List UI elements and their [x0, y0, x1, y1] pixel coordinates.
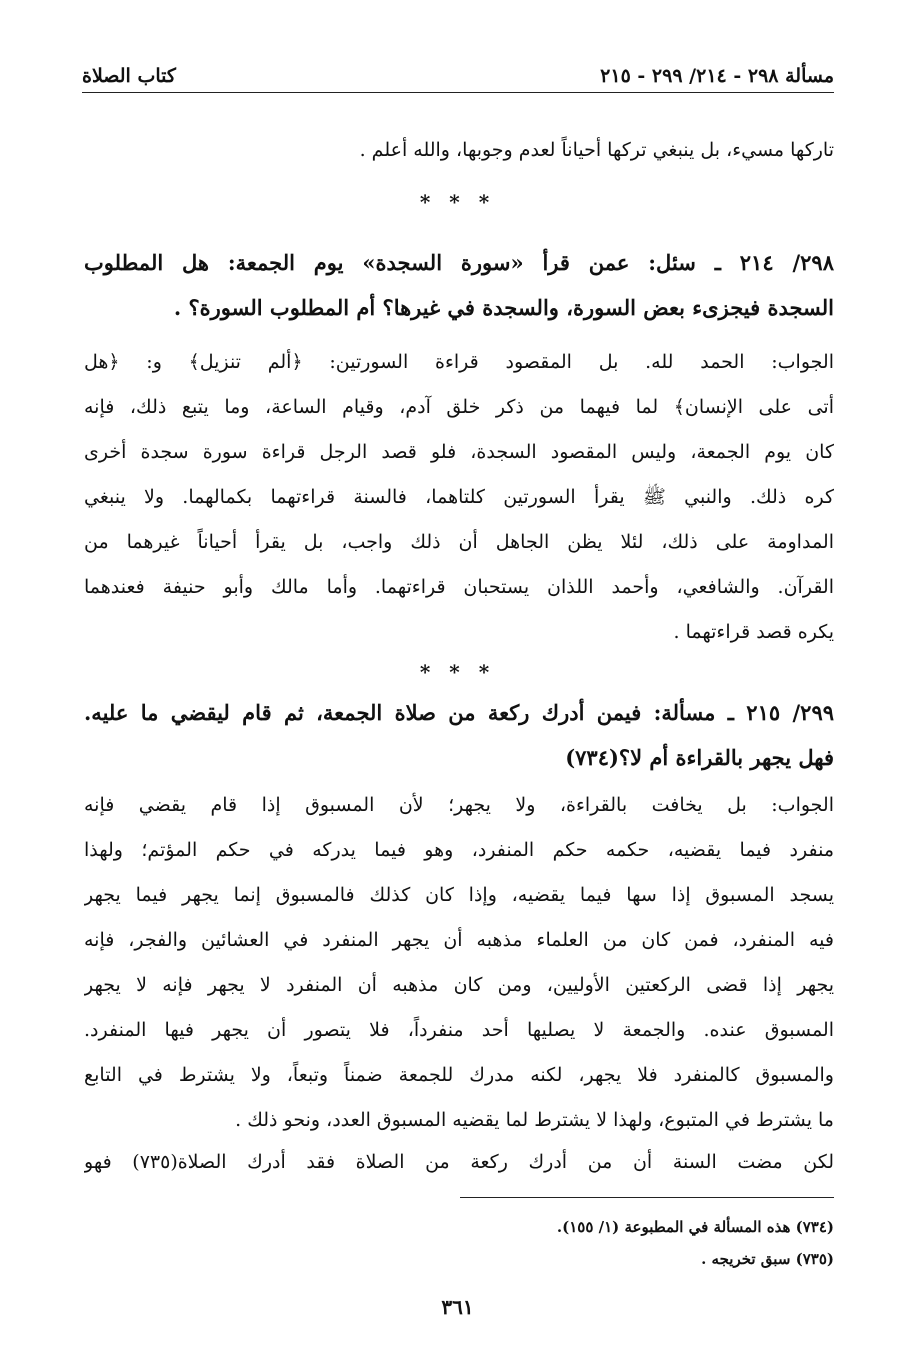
text-line: ما يشترط في المتبوع، ولهذا لا يشترط لما يقضيه المسبوق العدد، ونحو ذلك . — [235, 1109, 834, 1131]
header-issue-range: مسألة ٢٩٨ - ٢١٤/ ٢٩٩ - ٢١٥ — [600, 65, 834, 87]
text-line: المسبوق عنده. والجمعة لا يصليها أحد منفرداً، فلا يتصور أن يجهر فيها المنفرد. — [84, 1019, 834, 1041]
question-299 — [84, 690, 834, 780]
text-line: منفرد فيما يقضيه، حكمه حكم المنفرد، وهو فيما يدركه في حكم المؤتم؛ ولهذا — [84, 839, 834, 861]
text-line: لكن مضت السنة أن من أدرك ركعة من الصلاة فقد أدرك الصلاة(٧٣٥) فهو — [84, 1151, 834, 1173]
text-line: القرآن. والشافعي، وأحمد اللذان يستحبان قراءتهما. وأما مالك وأبو حنيفة فعندهما — [84, 576, 834, 598]
text-line: كره ذلك. والنبي ﷺ يقرأ السورتين كلتاهما، فالسنة قراءتهما بكمالهما. ولا ينبغي — [84, 486, 834, 508]
page-number: ٣٦١ — [441, 1295, 474, 1319]
text-line: أتى على الإنسان﴾ لما فيهما من ذكر خلق آدم، وقيام الساعة، وما يتبع ذلك، فإنه — [84, 396, 834, 418]
answer-298 — [84, 340, 834, 655]
footnote-734: (٧٣٤) هذه المسألة في المطبوعة (١/ ١٥٥). — [556, 1218, 834, 1236]
footnote-divider — [460, 1197, 834, 1198]
header-book-title: كتاب الصلاة — [82, 65, 176, 87]
footnote-735: (٧٣٥) سبق تخريجه . — [701, 1250, 834, 1268]
text-line: يكره قصد قراءتهما . — [673, 621, 834, 643]
running-header — [82, 60, 834, 93]
question-298 — [84, 240, 834, 330]
text-line: الجواب: بل يخافت بالقراءة، ولا يجهر؛ لأن المسبوق إذا قام يقضي فإنه — [84, 794, 834, 816]
text-line: المداومة على ذلك، لئلا يظن الجاهل أن ذلك واجب، بل يقرأ أحياناً غيرهما من — [84, 531, 834, 553]
text-line: يجهر إذا قضى الركعتين الأوليين، ومن كان مذهبه أن المنفرد لا يجهر فإنه لا يجهر — [84, 974, 834, 996]
text-line: والمسبوق كالمنفرد فلا يجهر، لكنه مدرك للجمعة ضمناً وتبعاً، ولا يشترط في التابع — [84, 1064, 834, 1086]
continuation-paragraph — [84, 1140, 834, 1185]
text-line: السجدة فيجزىء بعض السورة، والسجدة في غيرها؟ أم المطلوب السورة؟ . — [173, 295, 834, 320]
text-line: تاركها مسيء، بل ينبغي تركها أحياناً لعدم وجوبها، والله أعلم . — [359, 139, 834, 161]
text-line: يسجد المسبوق إذا سها فيما يقضيه، وإذا كان كذلك فالمسبوق إنما يجهر فيما يجهر — [84, 884, 834, 906]
text-line: كان يوم الجمعة، وليس المقصود السجدة، فلو قصد الرجل قراءة سورة سجدة أخرى — [84, 441, 834, 463]
section-separator: * * * — [419, 190, 496, 214]
text-line: ٢٩٩/ ٢١٥ ـ مسألة: فيمن أدرك ركعة من صلاة الجمعة، ثم قام ليقضي ما عليه. — [84, 700, 834, 725]
section-separator: * * * — [419, 660, 496, 684]
text-line: ٢٩٨/ ٢١٤ ـ سئل: عمن قرأ «سورة السجدة» يوم الجمعة: هل المطلوب — [84, 250, 834, 275]
text-line: فيه المنفرد، فمن كان من العلماء مذهبه أن يجهر المنفرد في العشائين والفجر، فإنه — [84, 929, 834, 951]
answer-299 — [84, 783, 834, 1143]
text-line: الجواب: الحمد لله. بل المقصود قراءة السورتين: ﴿ألم تنزيل﴾ و: ﴿هل — [84, 351, 834, 373]
intro-paragraph — [84, 128, 834, 173]
text-line: فهل يجهر بالقراءة أم لا؟(٧٣٤) — [565, 745, 834, 770]
